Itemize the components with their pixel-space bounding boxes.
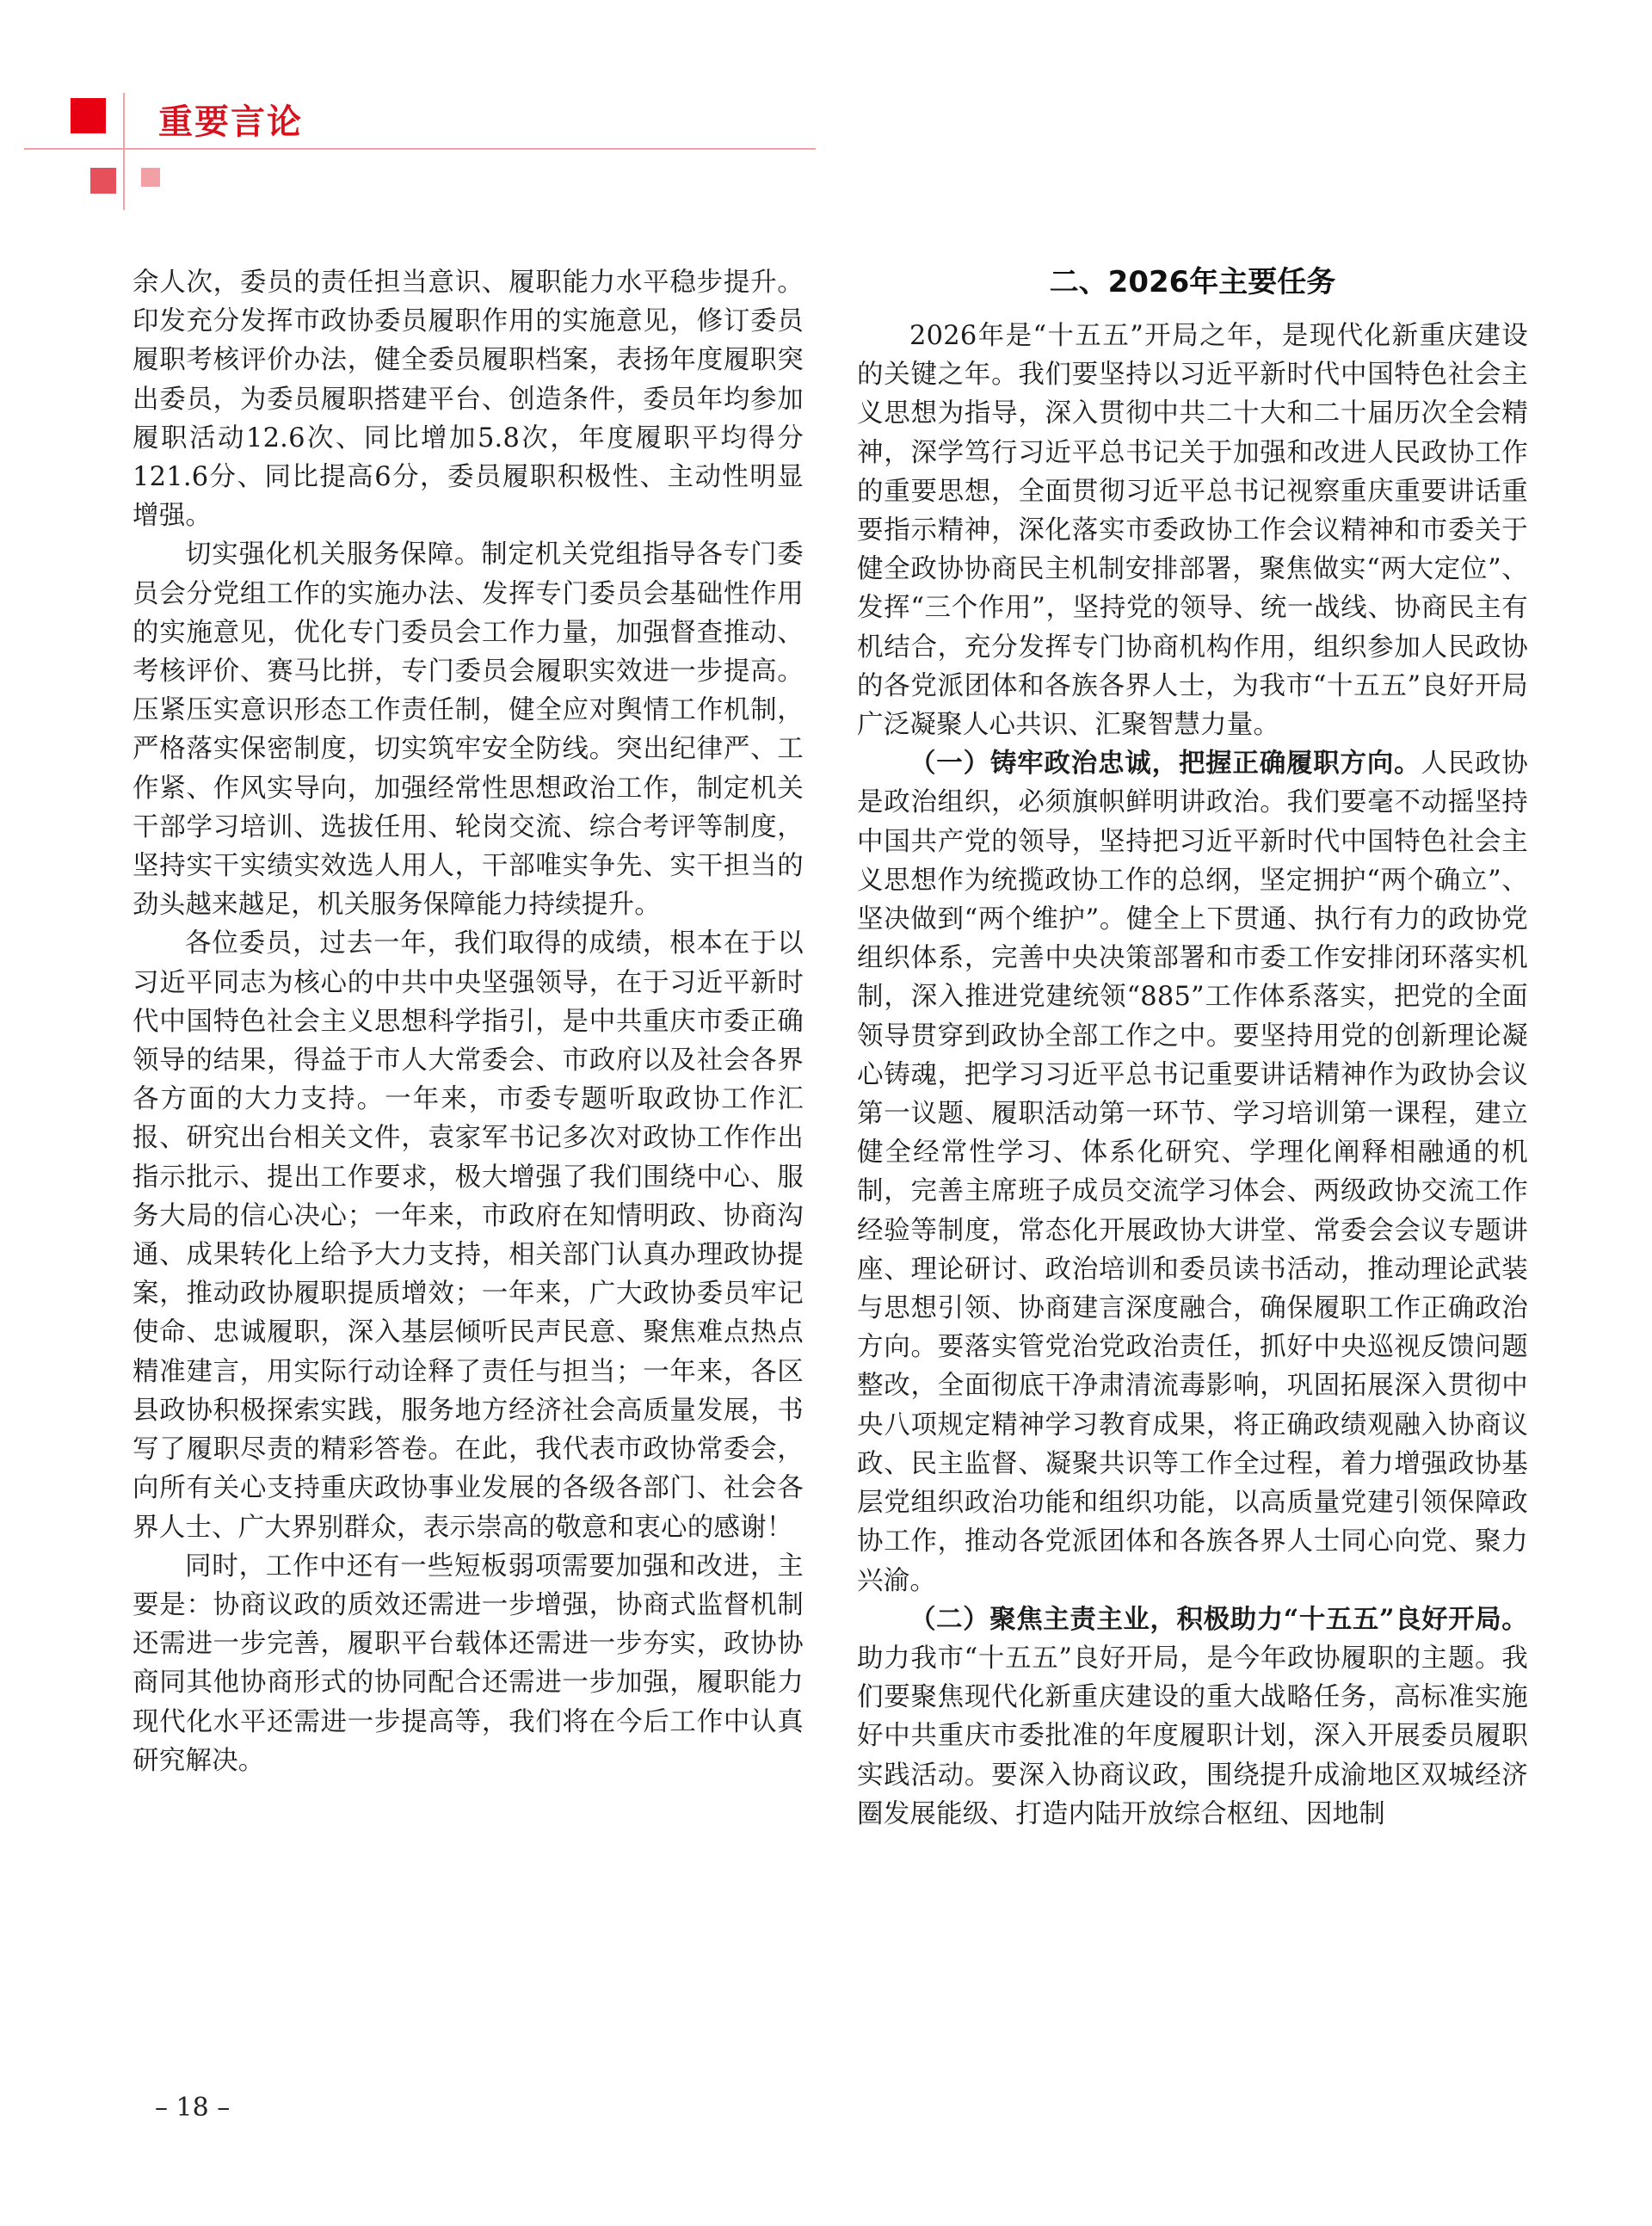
header-small-square-light: [141, 168, 160, 187]
paragraph: 切实强化机关服务保障。制定机关党组指导各专门委员会分党组工作的实施办法、发挥专门委员会基础性作用的实施意见，优化专门委员会工作力量，加强督查推动、考核评价、赛马比拼，专门委员会履职实效进一步提高。压紧压实意识形态工作责任制，健全应对舆情工作机制，严格落实保密制度，切实筑牢安全防线。突出纪律严、工作紧、作风实导向，加强经常性思想政治工作，制定机关干部学习培训、选拔任用、轮岗交流、综合考评等制度，坚持实干实绩实效选人用人，干部唯实争先、实干担当的劲头越来越足，机关服务保障能力持续提升。: [133, 540, 804, 921]
section-heading: 二、2026年主要任务: [1049, 265, 1336, 299]
page-number: – 18 –: [155, 2093, 231, 2123]
paragraph-text: 2026年是“十五五”开局之年，是现代化新重庆建设的关键之年。我们要坚持以习近平新时代中国特色社会主义思想为指导，深入贯彻中共二十大和二十届历次全会精神，深学笃行习近平总书记关于加强和改进人民政协工作的重要思想，全面贯彻习近平总书记视察重庆重要讲话重要指示精神，深化落实市委政协工作会议精神和市委关于健全政协协商民主机制安排部署，聚焦做实“两大定位”、发挥“三个作用”，坚持党的领导、统一战线、协商民主有机结合，充分发挥专门协商机构作用，组织参加人民政协的各党派团体和各族各界人士，为我市“十五五”良好开局广泛凝聚人心共识、汇聚智慧力量。: [857, 321, 1528, 741]
paragraph: 余人次，委员的责任担当意识、履职能力水平稳步提升。印发充分发挥市政协委员履职作用的实施意见，修订委员履职考核评价办法，健全委员履职档案，表扬年度履职突出委员，为委员履职搭建平台、创造条件，委员年均参加履职活动12.6次、同比增加5.8次，年度履职平均得分121.6分、同比提高6分，委员履职积极性、主动性明显增强。: [133, 268, 804, 532]
header-small-square: [90, 168, 116, 194]
paragraph: 同时，工作中还有一些短板弱项需要加强和改进，主要是：协商议政的质效还需进一步增强，协商式监督机制还需进一步完善，履职平台载体还需进一步夯实，政协协商同其他协商形式的协同配合还需进一步加强，履职能力现代化水平还需进一步提高等，我们将在今后工作中认真研究解决。: [133, 1551, 804, 1776]
paragraph: [857, 744, 1528, 1600]
header-red-square: [71, 98, 106, 133]
left-column: [133, 263, 804, 1780]
paragraph-text: 助力我市“十五五”良好开局，是今年政协履职的主题。我们要聚焦现代化新重庆建设的重大战略任务，高标准实施好中共重庆市委批准的年度履职计划，深入开展委员履职实践活动。要深入协商议政，围绕提升成渝地区双城经济圈发展能级、打造内陆开放综合枢纽、因地制: [857, 1643, 1528, 1829]
paragraph-text: 人民政协是政治组织，必须旗帜鲜明讲政治。我们要毫不动摇坚持中国共产党的领导，坚持把习近平新时代中国特色社会主义思想作为统揽政协工作的总纲，坚定拥护“两个确立”、坚决做到“两个维护”。健全上下贯通、执行有力的政协党组织体系，完善中央决策部署和市委工作安排闭环落实机制，深入推进党建统领“885”工作体系落实，把党的全面领导贯穿到政协全部工作之中。要坚持用党的创新理论凝心铸魂，把学习习近平总书记重要讲话精神作为政协会议第一议题、履职活动第一环节、学习培训第一课程，建立健全经常性学习、体系化研究、学理化阐释相融通的机制，完善主席班子成员交流学习体会、两级政协交流工作经验等制度，常态化开展政协大讲堂、常委会会议专题讲座、理论研讨、政治培训和委员读书活动，推动理论武装与思想引领、协商建言深度融合，确保履职工作正确政治方向。要落实管党治党政治责任，抓好中央巡视反馈问题整改，全面彻底干净肃清流毒影响，巩固拓展深入贯彻中央八项规定精神学习教育成果，将正确政绩观融入协商议政、民主监督、凝聚共识等工作全过程，着力增强政协基层党组织政治功能和组织功能，以高质量党建引领保障政协工作，推动各党派团体和各族各界人士同心向党、聚力兴渝。: [857, 749, 1528, 1596]
paragraph-lead: （二）聚焦主责主业，积极助力“十五五”良好开局。: [909, 1603, 1528, 1635]
header-horizontal-rule: [24, 148, 816, 150]
paragraph: [857, 1600, 1528, 1834]
header-vertical-rule: [123, 93, 125, 210]
paragraph-lead: （一）铸牢政治忠诚，把握正确履职方向。: [909, 748, 1421, 780]
section-title: 重要言论: [158, 102, 303, 142]
paragraph: [857, 317, 1528, 744]
paragraph: 各位委员，过去一年，我们取得的成绩，根本在于以习近平同志为核心的中共中央坚强领导，在于习近平新时代中国特色社会主义思想科学指引，是中共重庆市委正确领导的结果，得益于市人大常委会、市政府以及社会各界各方面的大力支持。一年来，市委专题听取政协工作汇报、研究出台相关文件，袁家军书记多次对政协工作作出指示批示、提出工作要求，极大增强了我们围绕中心、服务大局的信心决心；一年来，市政府在知情明政、协商沟通、成果转化上给予大力支持，相关部门认真办理政协提案，推动政协履职提质增效；一年来，广大政协委员牢记使命、忠诚履职，深入基层倾听民声民意、聚焦难点热点精准建言，用实际行动诠释了责任与担当；一年来，各区县政协积极探索实践，服务地方经济社会高质量发展，书写了履职尽责的精彩答卷。在此，我代表市政协常委会，向所有关心支持重庆政协事业发展的各级各部门、社会各界人士、广大界别群众，表示崇高的敬意和衷心的感谢！: [133, 928, 804, 1543]
right-column: [857, 263, 1528, 1834]
